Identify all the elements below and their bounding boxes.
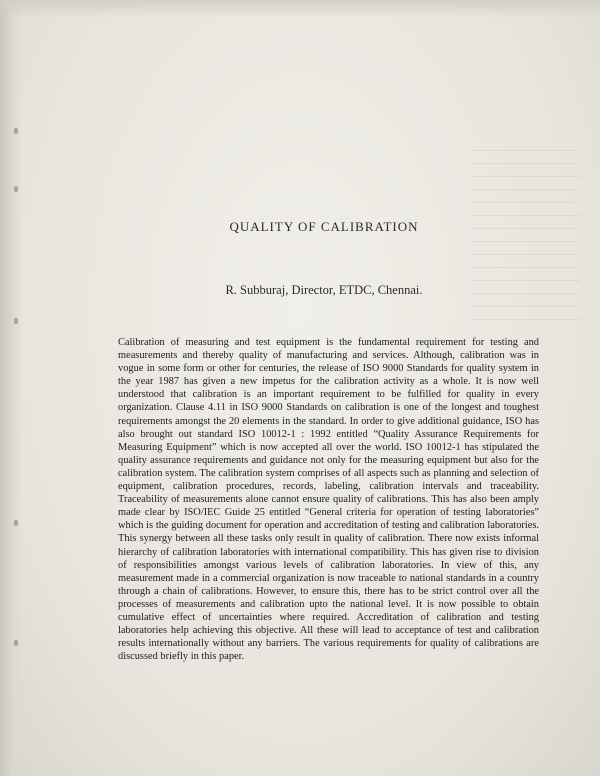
scan-top-shadow xyxy=(0,0,600,18)
scan-edge-shadow xyxy=(0,0,22,776)
binder-hole-mark xyxy=(14,640,18,646)
binder-hole-mark xyxy=(14,186,18,192)
page-title: QUALITY OF CALIBRATION xyxy=(229,219,419,234)
binder-hole-mark xyxy=(14,128,18,134)
binder-hole-mark xyxy=(14,318,18,324)
binder-hole-mark xyxy=(14,520,18,526)
author-line: R. Subburaj, Director, ETDC, Chennai. xyxy=(225,283,423,297)
abstract-paragraph: Calibration of measuring and test equipment is the fundamental requirement for testing and measurements and thereby quality of manufacturing and services. Although, calibration was in vogue in some form or other for centuries, the release of ISO 9000 Standards for quality system in the year 1987 has given a new impetus for the calibration activity as a whole. It is now well understood that calibration is an important requirement to be fulfilled for quality in every organization. Clause 4.11 in ISO 9000 Standards on calibration is one of the longest and toughest requirements amongst the 20 elements in the standard. In order to give additional guidance, ISO has also brought out standard ISO 10012-1 : 1992 entitled “Quality Assurance Requirements for Measuring Equipment” which is now accepted all over the world. ISO 10012-1 has stipulated the quality assurance requirements and guidance not only for the measuring equipment but also for the calibration system. The calibration system comprises of all aspects such as planning and selection of equipment, calibration procedures, records, labeling, calibration intervals and traceability. Traceability of measurements alone cannot ensure quality of calibrations. This has also been amply made clear by ISO/IEC Guide 25 entitled “General criteria for operation of testing laboratories” which is the guiding document for operation and accreditation of testing and calibration laboratories. This synergy between all these tasks only result in quality of calibration. There now exists informal hierarchy of calibration laboratories with international compatibility. This has given rise to division of responsibilities amongst various levels of calibration laboratories. In view of this, any measurement made in a commercial organization is now traceable to national standards in a country through a chain of calibrations. However, to ensure this, there has to be strict control over all the processes of measurements and calibration upto the national level. It is now possible to obtain cumulative effect of uncertainties where required. Accreditation of calibration and testing laboratories help achieving this objective. All these will lead to acceptance of test and calibration results internationally without any barriers. The various requirements for quality of calibrations are discussed briefly in this paper. xyxy=(118,337,539,663)
